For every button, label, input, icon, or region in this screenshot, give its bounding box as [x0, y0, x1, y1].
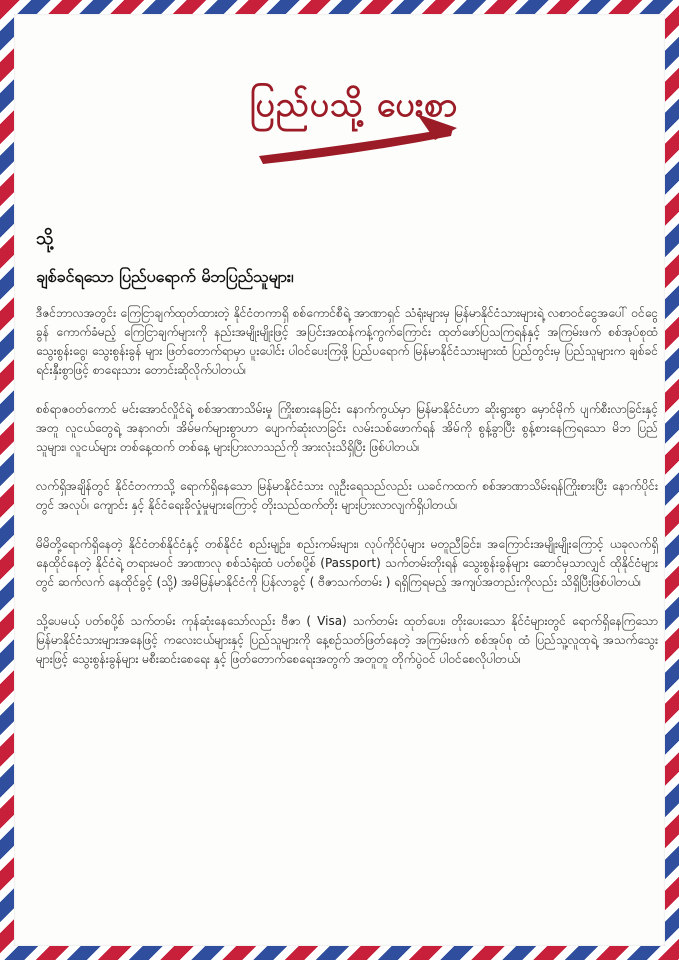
salutation: သို့	[36, 228, 54, 249]
paragraph-3: လက်ရှိအချိန်တွင် နိုင်ငံတကာသို့ ရောက်ရှိနေသော မြန်မာနိုင်ငံသား လူဦးရေသည်လည်း ယခင်ကထက် စစ်အာဏာသိမ်းရန်ကြိုးစားပြီး နောက်ပိုင်းတွင် အလုပ်၊ ကျောင်း နှင့် နိုင်ငံရေးခိုလှုံမှုများကြောင့် တိုးသည်ထက်တိုး များပြားလာလျက်ရှိပါတယ်၊	[36, 479, 658, 512]
logo-title: ပြည်ပသို့ ပေးစာ	[249, 85, 459, 125]
letter-body	[36, 304, 658, 689]
paragraph-4: မိမိတို့ရောက်ရှိနေတဲ့ နိုင်ငံတစ်နိုင်ငံနှင့် တစ်နိုင်ငံ စည်းမျဉ်း၊ စည်းကမ်းများ၊ လုပ်ကိုင်ပုံများ မတူညီခြင်း၊ အကြောင်းအမျိုးမျိုးကြောင့် ယခုလက်ရှိ နေထိုင်နေတဲ့ နိုင်ငံရဲ့ တရားမဝင် အာဏာလု စစ်သံရုံးထံ ပတ်စပို့စ် (Passport) သက်တမ်းတိုးရန် သွေးစွန်းခွန်များ ဆောင်မှသာလျှင် ထိုနိုင်ငံများတွင် ဆက်လက် နေထိုင်ခွင့် (သို့) အမိမြန်မာနိုင်ငံကို ပြန်လာခွင့် ( ဗီဇာသက်တမ်း ) ရရှိကြရမည့် အကျပ်အတည်းကိုလည်း သိရှိပြီးဖြစ်ပါတယ်၊	[36, 537, 658, 589]
paragraph-2: စစ်ရာဇဝတ်ကောင် မင်းအောင်လှိုင်ရဲ့ စစ်အာဏာသိမ်းမှု ကြိုးစားနေခြင်း နောက်ကွယ်မှာ မြန်မာနိုင်ငံဟာ ဆိုးရွားစွာ မှောင်မိုက် ပျက်စီးလာခြင်းနှင့်အတူ လူငယ်တွေရဲ့ အနာဂတ်၊ အိမ်မက်များစွာဟာ ပျောက်ဆုံးလာခြင်း လမ်းသစ်ဖောက်ရန် အိမ်ကို စွန့်ခွာပြီး စွန့်စားနေကြရသော မိဘ ပြည်သူများ၊ လူငယ်များ တစ်နေ့ထက် တစ်နေ့ များပြားလာသည်ကို အားလုံးသိရှိပြီး ဖြစ်ပါတယ်၊	[36, 402, 658, 454]
letter-paper	[14, 14, 665, 946]
addressee: ချစ်ခင်ရသော ပြည်ပရောက် မိဘပြည်သူများ၊	[36, 267, 294, 286]
paragraph-1: ဒီဇင်ဘာလအတွင်း ကြေငြာချက်ထုတ်ထားတဲ့ နိုင်ငံတကာရှိ စစ်ကောင်စီရဲ့ အာဏာရှင် သံရုံးများမှ မြန်မာနိုင်ငံသားများရဲ့ လစာဝင်ငွေအပေါ် ဝင်ငွေခွန် ကောက်ခံမည့် ကြေငြာချက်များကို နည်းအမျိုးမျိုးဖြင့် အပြင်းအထန်ကန့်ကွက်ကြောင်း ထုတ်ဖော်ပြသကြရန်နှင့် အကြမ်းဖက် စစ်အုပ်စုထံ သွေးစွန်းငွေ၊ သွေးစွန်းခွန် များ ဖြတ်တောက်ရာမှာ ပူးပေါင်း ပါဝင်ပေးကြဖို့ ပြည်ပရောက် မြန်မာနိုင်ငံသားများထံ ပြည်တွင်းမှ ပြည်သူများက ချစ်ခင်ရင်းနှီးစွာဖြင့် စာရေးသား တောင်းဆိုလိုက်ပါတယ်၊	[36, 306, 659, 377]
letter-logo	[239, 64, 469, 184]
paragraph-5: သို့ပေမယ့် ပတ်စပို့စ် သက်တမ်း ကုန်ဆုံးနေသော်လည်း ဗီဇာ ( Visa) သက်တမ်း ထုတ်ပေး၊ တိုးပေးသော နိုင်ငံများတွင် ရောက်ရှိနေကြသော မြန်မာနိုင်ငံသားများအနေဖြင့် ကလေးငယ်များနှင့် ပြည်သူများကို နေ့စဉ်သတ်ဖြတ်နေတဲ့ အကြမ်းဖက် စစ်အုပ်စု ထံ ပြည်သူ့လူထုရဲ့ အသက်သွေးများဖြင့် သွေးစွန်းခွန်များ မစီးဆင်းစေရေး နှင့် ဖြတ်တောက်စေရေးအတွက် အတူတူ တိုက်ပွဲဝင် ပါဝင်စေလိုပါတယ်၊	[36, 614, 658, 666]
